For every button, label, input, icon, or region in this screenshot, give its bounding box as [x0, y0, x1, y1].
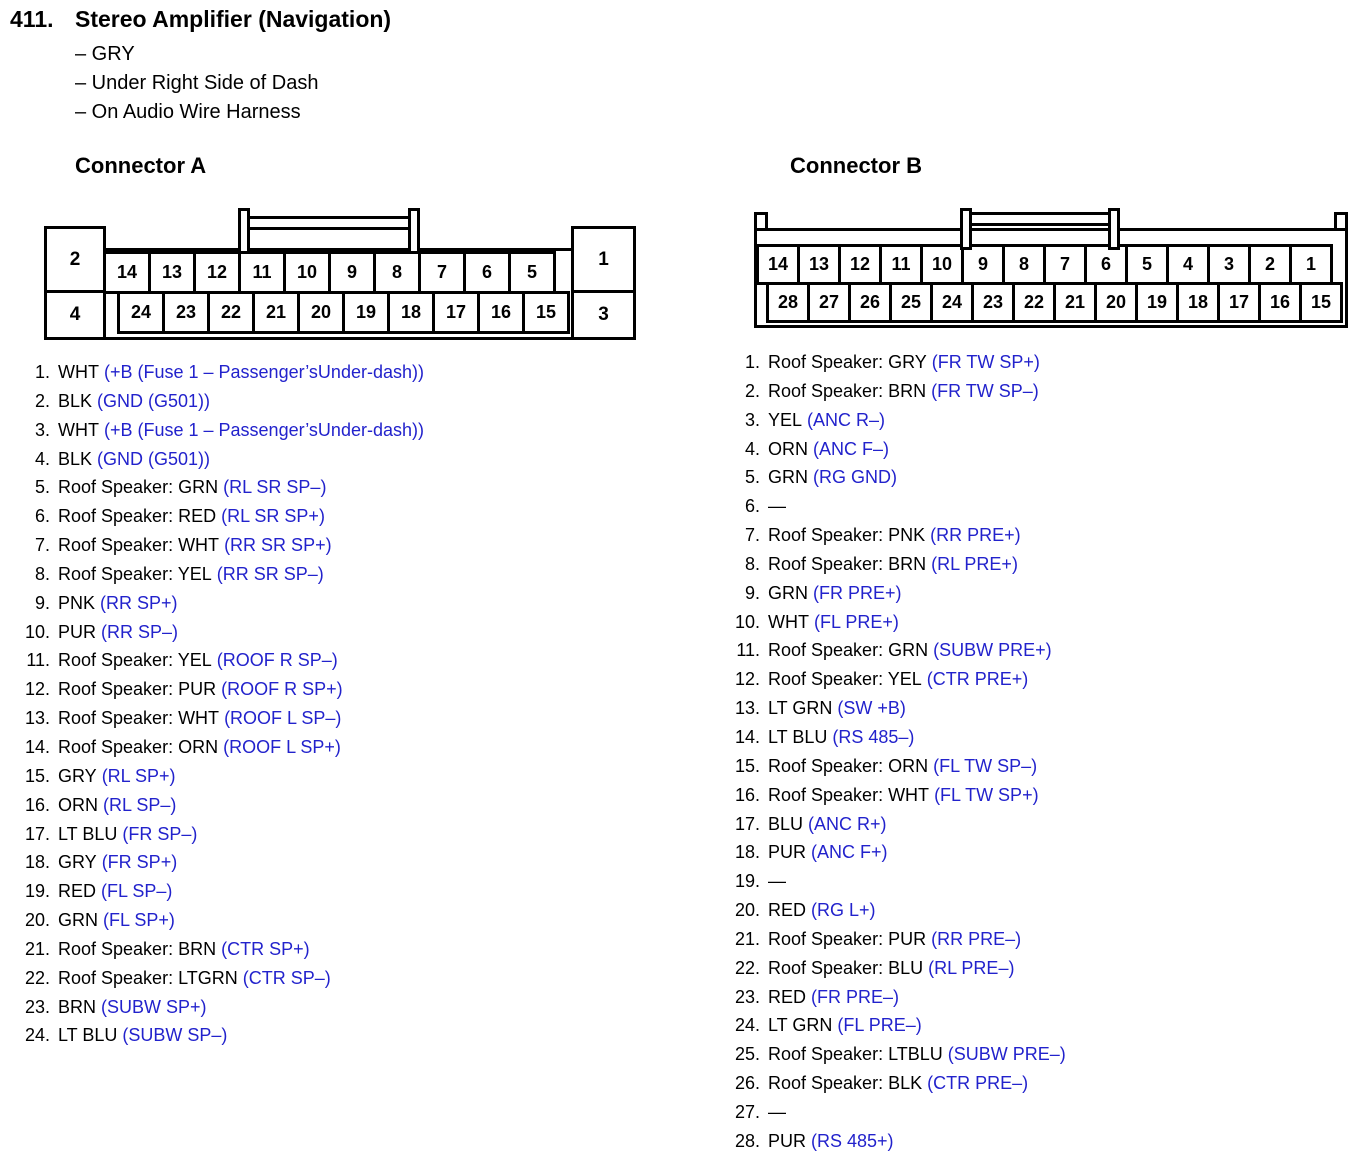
pin-list-item — [724, 467, 1364, 496]
pin-cell: 11 — [879, 244, 923, 285]
connector-b-body — [754, 228, 1348, 328]
signal-name: (FL TW SP–) — [933, 755, 1038, 776]
signal-name: (RL PRE+) — [931, 553, 1018, 574]
signal-name: (ANC R–) — [807, 409, 886, 430]
wire-color-label: Roof Speaker: YEL — [58, 650, 212, 671]
pin-list-item — [724, 669, 1364, 698]
wire-color-label: — — [768, 496, 786, 517]
wire-color-label: YEL — [768, 409, 803, 430]
pin-number: 12. — [734, 669, 760, 690]
wire-color-label: Roof Speaker: WHT — [768, 784, 930, 805]
wire-color-label: RED — [58, 881, 97, 902]
wire-color-label: Roof Speaker: PUR — [768, 928, 927, 949]
pin-number: 17. — [734, 813, 760, 834]
pin-list-item — [724, 1044, 1364, 1073]
connector-a-block-left — [44, 226, 106, 340]
pin-number: 15. — [734, 755, 760, 776]
pin-list-item — [14, 506, 674, 535]
signal-name: (SW +B) — [837, 698, 906, 719]
pin-number: 7. — [744, 525, 760, 546]
pin-cell: 9 — [328, 251, 376, 294]
wire-color-label: GRN — [768, 467, 808, 488]
pin-list-item — [724, 814, 1364, 843]
signal-name: (RG L+) — [811, 900, 876, 921]
wire-color-label: Roof Speaker: BRN — [768, 553, 927, 574]
pin-row-top — [757, 244, 1345, 285]
pin-number: 15. — [24, 765, 50, 786]
pin-list-item — [14, 939, 674, 968]
pin-row-bottom — [106, 291, 571, 334]
wire-color-label: BLU — [768, 813, 804, 834]
pin-cell: 27 — [807, 282, 851, 323]
pin-cell: 12 — [193, 251, 241, 294]
pin-list-item — [724, 554, 1364, 583]
wire-color-label: ORN — [768, 438, 808, 459]
signal-name: (ANC F–) — [813, 438, 889, 459]
pin-cell: 20 — [297, 291, 345, 334]
signal-name: (ROOF L SP–) — [224, 708, 342, 729]
pin-number: 16. — [24, 794, 50, 815]
pin-list-item — [724, 612, 1364, 641]
pin-cell: 12 — [838, 244, 882, 285]
pin-number: 12. — [24, 679, 50, 700]
wire-color-label: WHT — [58, 362, 99, 382]
connector-latch-bar-icon — [238, 216, 420, 230]
pin-number: 6. — [34, 506, 50, 527]
signal-name: (ROOF R SP+) — [221, 679, 343, 700]
wire-color-label: WHT — [768, 611, 809, 632]
connector-a-pin-grid — [103, 248, 574, 340]
wire-color-label: ORN — [58, 794, 98, 815]
pin-cell-4: 4 — [44, 290, 106, 340]
wire-color-label: Roof Speaker: GRY — [768, 352, 927, 372]
connector-latch-prong-icon — [1108, 208, 1120, 250]
pin-number: 22. — [734, 957, 760, 978]
pin-list-item — [724, 727, 1364, 756]
pin-list-item — [14, 650, 674, 679]
pin-number: 10. — [734, 611, 760, 632]
pin-list-item — [724, 756, 1364, 785]
signal-name: (SUBW SP+) — [101, 996, 207, 1017]
pin-list-item — [14, 391, 674, 420]
wire-color-label: Roof Speaker: WHT — [58, 535, 220, 556]
pin-list-item — [14, 622, 674, 651]
signal-name: (ROOF R SP–) — [216, 650, 338, 671]
signal-name: (CTR PRE–) — [927, 1073, 1029, 1094]
pin-number: 18. — [734, 842, 760, 863]
section-number: 411. — [10, 6, 54, 32]
pin-number: 4. — [744, 438, 760, 459]
pin-number: 21. — [734, 928, 760, 949]
pin-cell: 10 — [920, 244, 964, 285]
pin-number: 4. — [34, 448, 50, 469]
pin-list-item — [724, 583, 1364, 612]
signal-name: (RS 485+) — [811, 1130, 894, 1151]
connector-b-diagram — [754, 206, 1348, 330]
pin-cell: 3 — [1207, 244, 1251, 285]
pin-list-item — [724, 381, 1364, 410]
pin-cell: 2 — [1248, 244, 1292, 285]
signal-name: (RL PRE–) — [928, 957, 1015, 978]
signal-name: (RR PRE+) — [930, 525, 1021, 546]
section-title: Stereo Amplifier (Navigation) — [75, 6, 392, 32]
pin-list-item — [14, 679, 674, 708]
signal-name: (RL SP–) — [103, 794, 177, 815]
pin-number: 3. — [744, 409, 760, 430]
pin-cell: 23 — [162, 291, 210, 334]
pin-number: 22. — [24, 967, 50, 988]
pin-list-item — [724, 352, 1364, 381]
signal-name: (RG GND) — [813, 467, 897, 488]
pin-cell: 14 — [103, 251, 151, 294]
pin-list-item — [14, 708, 674, 737]
component-details — [75, 40, 318, 127]
signal-name: (+B (Fuse 1 – Passenger’sUnder-dash)) — [103, 419, 424, 440]
wire-color-label: Roof Speaker: BRN — [58, 938, 217, 959]
pin-number: 14. — [24, 736, 50, 757]
pin-list-item — [14, 564, 674, 593]
connector-latch-bar-icon — [960, 212, 1120, 226]
wire-color-label: PUR — [768, 1130, 807, 1151]
signal-name: (CTR SP–) — [242, 967, 331, 988]
connector-a-diagram — [44, 206, 636, 340]
pin-cell: 4 — [1166, 244, 1210, 285]
wire-color-label: Roof Speaker: WHT — [58, 708, 220, 729]
pin-list-item — [14, 1025, 674, 1054]
wire-color-label: Roof Speaker: BLK — [768, 1073, 923, 1094]
pin-cell: 21 — [1053, 282, 1097, 323]
signal-name: (CTR SP+) — [221, 938, 310, 959]
wire-color-label: BLK — [58, 448, 93, 469]
pin-number: 2. — [34, 390, 50, 411]
wire-color-label: Roof Speaker: YEL — [768, 669, 922, 690]
wire-color-label: Roof Speaker: PNK — [768, 525, 926, 546]
wire-color-label: GRY — [58, 852, 97, 873]
wire-color-label: LT BLU — [58, 823, 118, 844]
wire-color-label: LT GRN — [768, 698, 833, 719]
pin-cell: 18 — [387, 291, 435, 334]
wire-color-label: WHT — [58, 419, 99, 440]
pin-cell: 11 — [238, 251, 286, 294]
signal-name: (CTR PRE+) — [926, 669, 1029, 690]
signal-name: (RR SP+) — [100, 592, 178, 613]
wire-color-label: Roof Speaker: LTGRN — [58, 967, 238, 988]
signal-name: (RR SP–) — [101, 621, 179, 642]
pin-cell: 24 — [930, 282, 974, 323]
pin-number: 6. — [744, 496, 760, 517]
pin-list-item — [724, 929, 1364, 958]
signal-name: (ANC F+) — [811, 842, 888, 863]
pin-cell: 26 — [848, 282, 892, 323]
wire-color-label: Roof Speaker: GRN — [58, 477, 219, 498]
signal-name: (FR SP–) — [122, 823, 198, 844]
pin-cell: 8 — [1002, 244, 1046, 285]
pin-list-item — [14, 766, 674, 795]
signal-name: (FL SP–) — [101, 881, 173, 902]
signal-name: (FL SP+) — [103, 910, 175, 931]
wire-color-label: LT GRN — [768, 1015, 833, 1036]
pin-row-bottom — [757, 282, 1345, 323]
wire-color-label: PUR — [58, 621, 97, 642]
detail-line: – On Audio Wire Harness — [75, 101, 301, 123]
pin-list-item — [14, 910, 674, 939]
signal-name: (RR PRE–) — [931, 928, 1022, 949]
wire-color-label: PNK — [58, 592, 96, 613]
signal-name: (SUBW PRE+) — [933, 640, 1052, 661]
pin-cell: 28 — [766, 282, 810, 323]
pin-number: 23. — [24, 996, 50, 1017]
pin-list-item — [14, 795, 674, 824]
signal-name: (FR SP+) — [101, 852, 178, 873]
wire-color-label: — — [768, 871, 786, 892]
signal-name: (RR SR SP+) — [224, 535, 332, 556]
pin-list-item — [724, 439, 1364, 468]
pin-number: 13. — [24, 708, 50, 729]
wire-color-label: Roof Speaker: RED — [58, 506, 217, 527]
wire-color-label: — — [768, 1101, 786, 1122]
pin-list-item — [724, 987, 1364, 1016]
pin-number: 28. — [734, 1130, 760, 1151]
pin-cell: 17 — [1217, 282, 1261, 323]
pin-number: 3. — [34, 419, 50, 440]
signal-name: (SUBW SP–) — [122, 1025, 228, 1046]
signal-name: (GND (G501)) — [97, 390, 211, 411]
pin-number: 9. — [34, 592, 50, 613]
pin-cell: 25 — [889, 282, 933, 323]
pin-number: 23. — [734, 986, 760, 1007]
pin-list-item — [14, 737, 674, 766]
connector-latch-prong-icon — [960, 208, 972, 250]
pin-list-item — [14, 420, 674, 449]
pin-row-top — [106, 251, 571, 294]
pin-list-item — [14, 362, 674, 391]
wire-color-label: GRN — [768, 582, 808, 603]
pin-list-item — [724, 900, 1364, 929]
wire-color-label: GRN — [58, 910, 98, 931]
wire-color-label: GRY — [58, 765, 97, 786]
connector-b-heading: Connector B — [790, 153, 922, 178]
pin-list-item — [724, 1131, 1364, 1160]
pin-number: 20. — [24, 910, 50, 931]
pin-number: 25. — [734, 1044, 760, 1065]
pin-cell: 21 — [252, 291, 300, 334]
pin-list-item — [724, 1015, 1364, 1044]
pin-cell: 22 — [207, 291, 255, 334]
signal-name: (ANC R+) — [808, 813, 887, 834]
pin-number: 20. — [734, 900, 760, 921]
signal-name: (RL SR SP+) — [221, 506, 325, 527]
pin-cell: 13 — [797, 244, 841, 285]
signal-name: (FR TW SP+) — [931, 352, 1040, 372]
pin-number: 17. — [24, 823, 50, 844]
signal-name: (FR PRE–) — [811, 986, 900, 1007]
wire-color-label: BRN — [58, 996, 97, 1017]
pin-list-item — [724, 1073, 1364, 1102]
pin-number: 18. — [24, 852, 50, 873]
pin-cell: 6 — [1084, 244, 1128, 285]
pin-number: 14. — [734, 726, 760, 747]
pin-cell: 19 — [342, 291, 390, 334]
pin-number: 19. — [734, 871, 760, 892]
wire-color-label: LT BLU — [768, 726, 828, 747]
pin-number: 1. — [34, 362, 50, 382]
pin-cell: 7 — [1043, 244, 1087, 285]
pin-number: 11. — [26, 650, 50, 671]
pin-list-item — [724, 698, 1364, 727]
pin-cell: 22 — [1012, 282, 1056, 323]
pin-cell: 6 — [463, 251, 511, 294]
pin-number: 24. — [24, 1025, 50, 1046]
detail-line: – GRY — [75, 43, 135, 65]
wire-color-label: LT BLU — [58, 1025, 118, 1046]
pin-list-item — [724, 1102, 1364, 1131]
wire-color-label: Roof Speaker: ORN — [58, 736, 219, 757]
pin-list-item — [14, 997, 674, 1026]
pin-cell: 24 — [117, 291, 165, 334]
pin-number: 5. — [34, 477, 50, 498]
wire-color-label: RED — [768, 986, 807, 1007]
pin-number: 19. — [24, 881, 50, 902]
signal-name: (RL SP+) — [101, 765, 176, 786]
signal-name: (ROOF L SP+) — [223, 736, 341, 757]
pin-number: 2. — [744, 380, 760, 401]
pin-number: 10. — [24, 621, 50, 642]
pin-list-item — [14, 968, 674, 997]
signal-name: (+B (Fuse 1 – Passenger’sUnder-dash)) — [103, 362, 424, 382]
pin-cell: 5 — [1125, 244, 1169, 285]
pin-number: 8. — [744, 553, 760, 574]
pin-list-item — [14, 852, 674, 881]
signal-name: (FR TW SP–) — [931, 380, 1039, 401]
pin-cell: 14 — [756, 244, 800, 285]
pin-cell: 5 — [508, 251, 556, 294]
pin-number: 1. — [744, 352, 760, 372]
pin-list-item — [724, 785, 1364, 814]
pin-list-item — [724, 496, 1364, 525]
pin-number: 27. — [734, 1101, 760, 1122]
pin-cell: 17 — [432, 291, 480, 334]
pin-list-item — [724, 958, 1364, 987]
wire-color-label: PUR — [768, 842, 807, 863]
pin-number: 9. — [744, 582, 760, 603]
pin-list-item — [14, 535, 674, 564]
pin-number: 5. — [744, 467, 760, 488]
signal-name: (RS 485–) — [832, 726, 915, 747]
pin-cell: 1 — [1289, 244, 1333, 285]
pin-list-item — [14, 593, 674, 622]
pin-list-item — [724, 842, 1364, 871]
signal-name: (FL TW SP+) — [934, 784, 1039, 805]
wire-color-label: Roof Speaker: PUR — [58, 679, 217, 700]
pin-cell-1: 1 — [571, 226, 636, 293]
pin-list-item — [14, 449, 674, 478]
signal-name: (SUBW PRE–) — [947, 1044, 1066, 1065]
wire-color-label: Roof Speaker: LTBLU — [768, 1044, 943, 1065]
pin-number: 8. — [34, 563, 50, 584]
pin-list-item — [724, 871, 1364, 900]
pin-number: 16. — [734, 784, 760, 805]
pin-cell: 13 — [148, 251, 196, 294]
signal-name: (FL PRE+) — [813, 611, 899, 632]
signal-name: (GND (G501)) — [97, 448, 211, 469]
pin-cell: 8 — [373, 251, 421, 294]
pin-number: 21. — [24, 938, 50, 959]
connector-latch-prong-icon — [408, 208, 420, 254]
pin-cell: 18 — [1176, 282, 1220, 323]
pin-number: 26. — [734, 1073, 760, 1094]
pin-number: 24. — [734, 1015, 760, 1036]
pin-cell: 15 — [522, 291, 570, 334]
pin-list-item — [14, 881, 674, 910]
pin-number: 7. — [34, 535, 50, 556]
connector-b-pin-grid — [757, 244, 1345, 323]
wire-color-label: RED — [768, 900, 807, 921]
pin-cell: 16 — [1258, 282, 1302, 323]
pin-cell: 20 — [1094, 282, 1138, 323]
wire-color-label: Roof Speaker: YEL — [58, 563, 212, 584]
pin-cell: 23 — [971, 282, 1015, 323]
pin-list-item — [14, 477, 674, 506]
pin-list-item — [724, 640, 1364, 669]
wire-color-label: Roof Speaker: GRN — [768, 640, 929, 661]
pin-cell-2: 2 — [44, 226, 106, 293]
pin-cell: 15 — [1299, 282, 1343, 323]
pin-cell: 9 — [961, 244, 1005, 285]
connector-a-block-right — [571, 226, 636, 340]
pin-cell: 19 — [1135, 282, 1179, 323]
pin-number: 11. — [736, 640, 760, 661]
wire-color-label: Roof Speaker: ORN — [768, 755, 929, 776]
connector-a-pin-list — [14, 362, 674, 1054]
signal-name: (RL SR SP–) — [223, 477, 327, 498]
signal-name: (FR PRE+) — [813, 582, 902, 603]
signal-name: (FL PRE–) — [837, 1015, 922, 1036]
pin-list-item — [724, 410, 1364, 439]
connector-b-pin-list — [724, 352, 1364, 1160]
detail-line: – Under Right Side of Dash — [75, 72, 319, 94]
connector-latch-prong-icon — [238, 208, 250, 254]
pin-cell: 10 — [283, 251, 331, 294]
pin-cell: 7 — [418, 251, 466, 294]
pin-cell: 16 — [477, 291, 525, 334]
wire-color-label: BLK — [58, 390, 93, 411]
wire-color-label: Roof Speaker: BLU — [768, 957, 924, 978]
pin-number: 13. — [734, 698, 760, 719]
page-title — [10, 6, 391, 33]
pin-list-item — [724, 525, 1364, 554]
pin-list-item — [14, 824, 674, 853]
wire-color-label: Roof Speaker: BRN — [768, 380, 927, 401]
pin-cell-3: 3 — [571, 290, 636, 340]
signal-name: (RR SR SP–) — [216, 563, 324, 584]
connector-a-heading: Connector A — [75, 153, 207, 178]
